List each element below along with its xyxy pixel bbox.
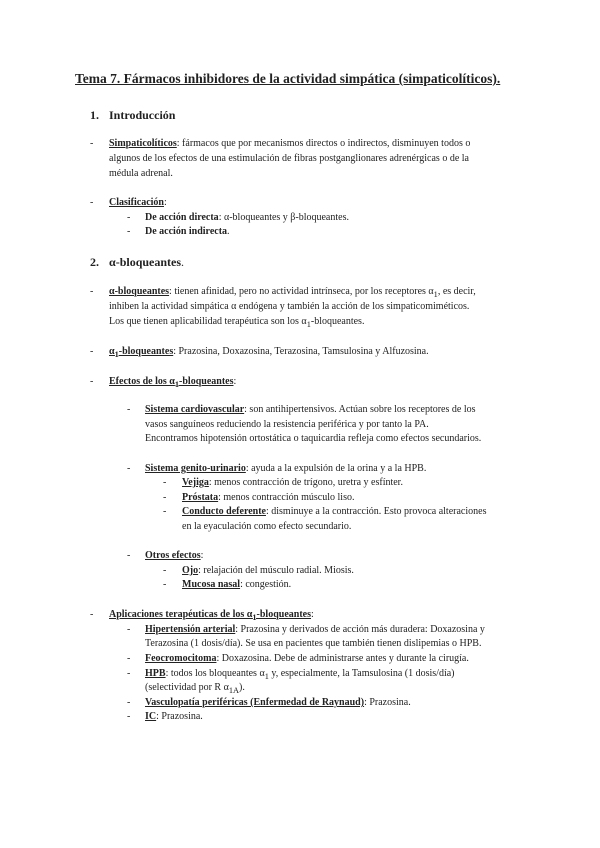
simpaticoliticos-def: : fármacos que por mecanismos directos o indirectos, disminuyen todos o bbox=[176, 138, 471, 149]
term-vasculopatia: Vasculopatía periféricas (Enfermedad de Raynaud) bbox=[145, 697, 365, 708]
term-accion-indirecta: De acción indirecta bbox=[145, 226, 228, 237]
bullet-dash: - bbox=[163, 492, 167, 503]
accion-directa-text: : α-bloqueantes y β-bloqueantes. bbox=[218, 212, 349, 223]
term-simpaticoliticos: Simpaticolíticos bbox=[109, 138, 177, 149]
hta-line-1 bbox=[145, 623, 485, 637]
term-clasificacion: Clasificación bbox=[109, 197, 164, 208]
term-accion-directa: De acción directa bbox=[145, 212, 219, 223]
genito-line bbox=[145, 462, 426, 476]
term-hpb: HPB bbox=[145, 668, 166, 679]
section-2-heading: α-bloqueantes bbox=[109, 255, 182, 269]
alfa1-bloqueantes-line bbox=[109, 345, 429, 362]
colon: : bbox=[310, 609, 314, 620]
vasculopatia-line bbox=[145, 696, 411, 710]
term-ojo: Ojo bbox=[182, 565, 199, 576]
colon: : bbox=[164, 197, 167, 208]
alfa-def-a: : tienen afinidad, pero no actividad intrínseca, por los receptores α bbox=[169, 286, 434, 297]
colon: : bbox=[200, 550, 204, 561]
term-vejiga: Vejiga bbox=[182, 477, 209, 488]
bullet-dash: - bbox=[163, 477, 167, 488]
section-1-number: 1. bbox=[90, 108, 99, 122]
section-2-number: 2. bbox=[90, 255, 99, 269]
bullet-dash: - bbox=[127, 550, 131, 561]
vasculopatia-def: : Prazosina. bbox=[364, 697, 411, 708]
deferente-line-2: en la eyaculación como efecto secundario. bbox=[182, 521, 352, 532]
term-otros-efectos: Otros efectos bbox=[145, 550, 201, 561]
subscript: 1 bbox=[174, 380, 180, 389]
bullet-dash: - bbox=[90, 197, 94, 208]
bullet-dash: - bbox=[127, 404, 131, 415]
bullet-dash: - bbox=[127, 463, 131, 474]
clasificacion-line bbox=[109, 196, 167, 210]
simpaticoliticos-line-2: algunos de los efectos de una estimulación de fibras postganglionares adrenérgicas o de la bbox=[109, 153, 469, 164]
page-title: Tema 7. Fármacos inhibidores de la actividad simpática (simpaticolíticos). bbox=[75, 71, 501, 86]
bullet-dash: - bbox=[90, 376, 94, 387]
term-efectos bbox=[109, 376, 233, 387]
cardio-def: : son antihipertensivos. Actúan sobre los receptores de los bbox=[244, 404, 476, 415]
genito-def: : ayuda a la expulsión de la orina y a la HPB. bbox=[245, 463, 427, 474]
term-sistema-genito-urinario: Sistema genito-urinario bbox=[145, 463, 246, 474]
bullet-dash: - bbox=[90, 609, 94, 620]
bullet-dash: - bbox=[127, 624, 131, 635]
period: . bbox=[227, 226, 230, 237]
section-2-heading-line bbox=[109, 255, 184, 269]
term-prostata: Próstata bbox=[182, 492, 219, 503]
subscript: 1 bbox=[306, 320, 311, 329]
otros-efectos-line bbox=[145, 549, 203, 563]
subscript: 1 bbox=[264, 672, 269, 681]
term-conducto-deferente: Conducto deferente bbox=[182, 506, 266, 517]
feocromocitoma-def: : Doxazosina. Debe de administrarse antes y durante la cirugía. bbox=[216, 653, 469, 664]
accion-directa-line bbox=[145, 211, 349, 225]
alfa-def-d: -bloqueantes. bbox=[310, 316, 365, 327]
prostata-line bbox=[182, 491, 354, 505]
subscript: 1 bbox=[114, 350, 119, 359]
bullet-dash: - bbox=[90, 138, 94, 149]
ojo-line bbox=[182, 564, 354, 578]
vejiga-def: : menos contracción de trígono, uretra y esfínter. bbox=[208, 477, 403, 488]
cardio-line-1 bbox=[145, 403, 476, 417]
subscript: 1 bbox=[433, 290, 438, 299]
cardio-line-2: vasos sanguíneos reduciendo la resistencia periférica y por tanto la PA. bbox=[145, 419, 429, 430]
prostata-def: : menos contracción músculo liso. bbox=[218, 492, 355, 503]
period: . bbox=[181, 255, 185, 269]
term-sistema-cardiovascular: Sistema cardiovascular bbox=[145, 404, 245, 415]
bullet-dash: - bbox=[127, 226, 131, 237]
simpaticoliticos-line-1 bbox=[109, 137, 470, 151]
bullet-dash: - bbox=[127, 212, 131, 223]
alfa-def-c: Los que tienen aplicabilidad terapéutica son los α bbox=[109, 316, 307, 327]
alfa1-drug-list: : Prazosina, Doxazosina, Terazosina, Tamsulosina y Alfuzosina. bbox=[173, 346, 429, 357]
bullet-dash: - bbox=[90, 286, 94, 297]
simpaticoliticos-line-3: médula adrenal. bbox=[109, 168, 173, 179]
term-ic: IC bbox=[145, 711, 157, 722]
term-prefix: Efectos de los α bbox=[109, 376, 175, 387]
colon: : bbox=[233, 376, 237, 387]
term-mucosa-nasal: Mucosa nasal bbox=[182, 579, 241, 590]
hpb-def-a: : todos los bloqueantes α bbox=[165, 668, 265, 679]
deferente-def: : disminuye a la contracción. Esto provoca alteraciones bbox=[265, 506, 487, 517]
term-suffix: -bloqueantes bbox=[118, 346, 174, 357]
hta-def: : Prazosina y derivados de acción más duradera: Doxazosina y bbox=[235, 624, 485, 635]
term-alfa1-bloqueantes bbox=[109, 346, 173, 357]
ojo-def: : relajación del músculo radial. Miosis. bbox=[198, 565, 354, 576]
alfa-symbol: α bbox=[109, 346, 115, 357]
subscript: 1A bbox=[228, 686, 240, 695]
term-suffix: -bloqueantes bbox=[179, 376, 234, 387]
cardio-line-3: Encontramos hipotensión ortostática o taquicardia refleja como efectos secundarios. bbox=[145, 433, 482, 444]
efectos-heading-line bbox=[109, 375, 236, 392]
subscript: 1 bbox=[252, 613, 257, 622]
alfa-def-b: , es decir, bbox=[437, 286, 476, 297]
vejiga-line bbox=[182, 476, 403, 490]
ic-line bbox=[145, 710, 203, 724]
bullet-dash: - bbox=[127, 697, 131, 708]
feocromocitoma-line bbox=[145, 652, 469, 666]
alfa-bloqueantes-line-3 bbox=[109, 315, 364, 332]
deferente-line-1 bbox=[182, 505, 486, 519]
ic-def: : Prazosina. bbox=[156, 711, 203, 722]
mucosa-line bbox=[182, 578, 291, 592]
bullet-dash: - bbox=[163, 579, 167, 590]
alfa-bloqueantes-line-2: inhiben la actividad simpática α endógena y también la acción de los simpaticomiméticos. bbox=[109, 301, 470, 312]
term-aplicaciones bbox=[109, 609, 311, 620]
section-1-heading: Introducción bbox=[109, 108, 176, 122]
bullet-dash: - bbox=[163, 506, 167, 517]
term-prefix: Aplicaciones terapéuticas de los α bbox=[109, 609, 253, 620]
term-suffix: -bloqueantes bbox=[256, 609, 311, 620]
term-feocromocitoma: Feocromocitoma bbox=[145, 653, 217, 664]
bullet-dash: - bbox=[163, 565, 167, 576]
term-hipertension-arterial: Hipertensión arterial bbox=[145, 624, 236, 635]
bullet-dash: - bbox=[90, 346, 94, 357]
accion-indirecta-line bbox=[145, 225, 230, 239]
bullet-dash: - bbox=[127, 711, 131, 722]
term-alfa-bloqueantes: α-bloqueantes bbox=[109, 286, 170, 297]
mucosa-def: : congestión. bbox=[240, 579, 292, 590]
bullet-dash: - bbox=[127, 653, 131, 664]
hpb-def-b: y, especialmente, la Tamsulosina (1 dosis/día) bbox=[268, 668, 455, 679]
bullet-dash: - bbox=[127, 668, 131, 679]
hpb-def-d: ). bbox=[239, 682, 245, 693]
hpb-def-c: (selectividad por R α bbox=[145, 682, 229, 693]
hta-line-2: Terazosina (1 dosis/día). Se usa en pacientes que también tienen dislipemias o HPB. bbox=[145, 638, 482, 649]
